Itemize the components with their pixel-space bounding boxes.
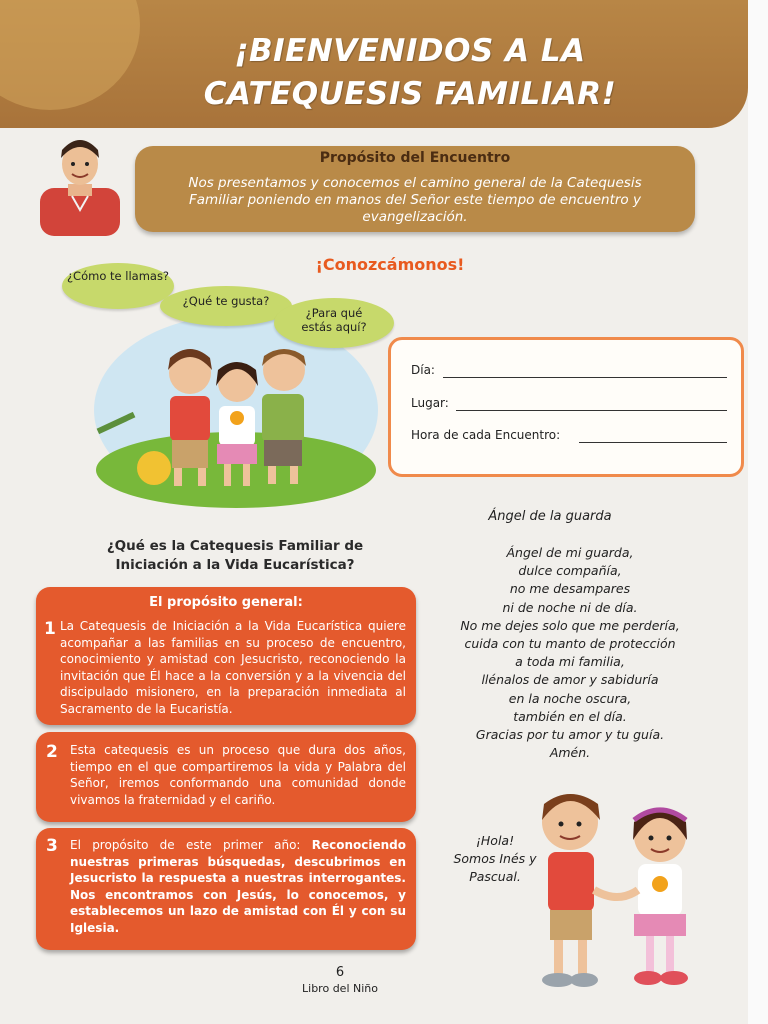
hora-label: Hora de cada Encuentro: <box>411 428 561 442</box>
dia-field[interactable] <box>443 377 727 378</box>
form-row-hora <box>411 428 727 446</box>
purpose-box-2 <box>36 732 416 822</box>
box-1-title: El propósito general: <box>149 595 303 610</box>
bubble-text-3: ¿Para qué estás aquí? <box>301 306 367 334</box>
speech-bubble-3 <box>274 298 394 348</box>
dia-label: Día: <box>411 363 435 377</box>
box-1-text: La Catequesis de Iniciación a la Vida Eucarística quiere acompañar a las familias en su proceso de encuentro, conocimiento y amistad con Jesucristo, reconociendo la invitación que Él hace a la conversión y a la vivencia del discipulado misionero, en la preparación inmediata al Sacramento de la Eucaristía. <box>60 619 406 716</box>
book-title: Libro del Niño <box>302 982 378 995</box>
greeting-line: ¡Hola! <box>475 833 515 848</box>
prayer-text <box>440 544 700 762</box>
speech-bubble-2 <box>160 286 292 326</box>
bubble-text-1: ¿Cómo te llamas? <box>66 269 170 283</box>
purpose-box-1 <box>36 587 416 725</box>
page-title <box>150 30 670 116</box>
prayer-line: también en el día. <box>513 708 627 724</box>
page-edge <box>748 0 768 1024</box>
prayer-line: llénalos de amor y sabiduría <box>481 672 659 688</box>
purpose-text: Nos presentamos y conocemos el camino general de la Catequesis Familiar poniendo en manos del Señor este tiempo de encuentro y evangelización. <box>188 175 642 225</box>
speech-bubble-1 <box>62 263 174 309</box>
box-3-text-plain: El propósito de este primer año: <box>70 838 312 852</box>
box-2-text: Esta catequesis es un proceso que dura dos años, tiempo en el que compartiremos la vida y Palabra del Señor, iremos conformando una comunidad donde vivamos la fraternidad y el cariño. <box>70 743 406 807</box>
prayer-line: No me dejes solo que me perdería, <box>460 617 680 633</box>
prayer-line: dulce compañía, <box>518 563 622 579</box>
purpose-box <box>135 146 695 232</box>
prayer-line: Amén. <box>549 745 591 761</box>
prayer-line: cuida con tu manto de protección <box>464 636 676 652</box>
lugar-field[interactable] <box>456 410 727 411</box>
greeting-line: Pascual. <box>469 869 521 884</box>
ines-pascual-illustration <box>530 780 720 992</box>
box-1-number: 1 <box>44 619 56 639</box>
purpose-title: Propósito del Encuentro <box>319 150 511 166</box>
hora-field[interactable] <box>579 442 727 443</box>
lugar-label: Lugar: <box>411 396 449 410</box>
section-heading: ¡Conozcámonos! <box>315 255 465 274</box>
purpose-box-3 <box>36 828 416 950</box>
prayer-line: en la noche oscura, <box>508 690 632 706</box>
title-line-1: ¡BIENVENIDOS A LA <box>234 33 586 69</box>
prayer-line: no me desampares <box>509 581 631 597</box>
catechist-illustration <box>34 138 126 236</box>
box-3-number: 3 <box>46 836 58 856</box>
box-3-text <box>70 837 406 936</box>
bubble-text-2: ¿Qué te gusta? <box>182 294 270 308</box>
prayer-line: Ángel de mi guarda, <box>506 545 634 560</box>
prayer-title: Ángel de la guarda <box>488 509 612 524</box>
box-3-text-bold: Reconociendo nuestras primeras búsquedas, descubrimos en Jesucristo la respuesta a nuestras interrogantes. Nos encontramos con Jesús, lo conocemos, y establecemos un lazo de amistad con Él y con su Iglesia. <box>70 838 406 935</box>
greeting-line: Somos Inés y <box>453 851 537 866</box>
prayer-line: Gracias por tu amor y tu guía. <box>475 727 665 743</box>
info-form <box>388 337 744 477</box>
form-row-dia <box>411 363 727 381</box>
form-row-lugar <box>411 396 727 414</box>
title-line-2: CATEQUESIS FAMILIAR! <box>203 76 617 112</box>
page-number: 6 <box>335 965 345 980</box>
question-heading: ¿Qué es la Catequesis Familiar de Iniciación a la Vida Eucarística? <box>106 538 364 573</box>
prayer-line: ni de noche ni de día. <box>502 599 638 615</box>
box-2-number: 2 <box>46 742 58 762</box>
prayer-line: a toda mi familia, <box>515 654 625 670</box>
